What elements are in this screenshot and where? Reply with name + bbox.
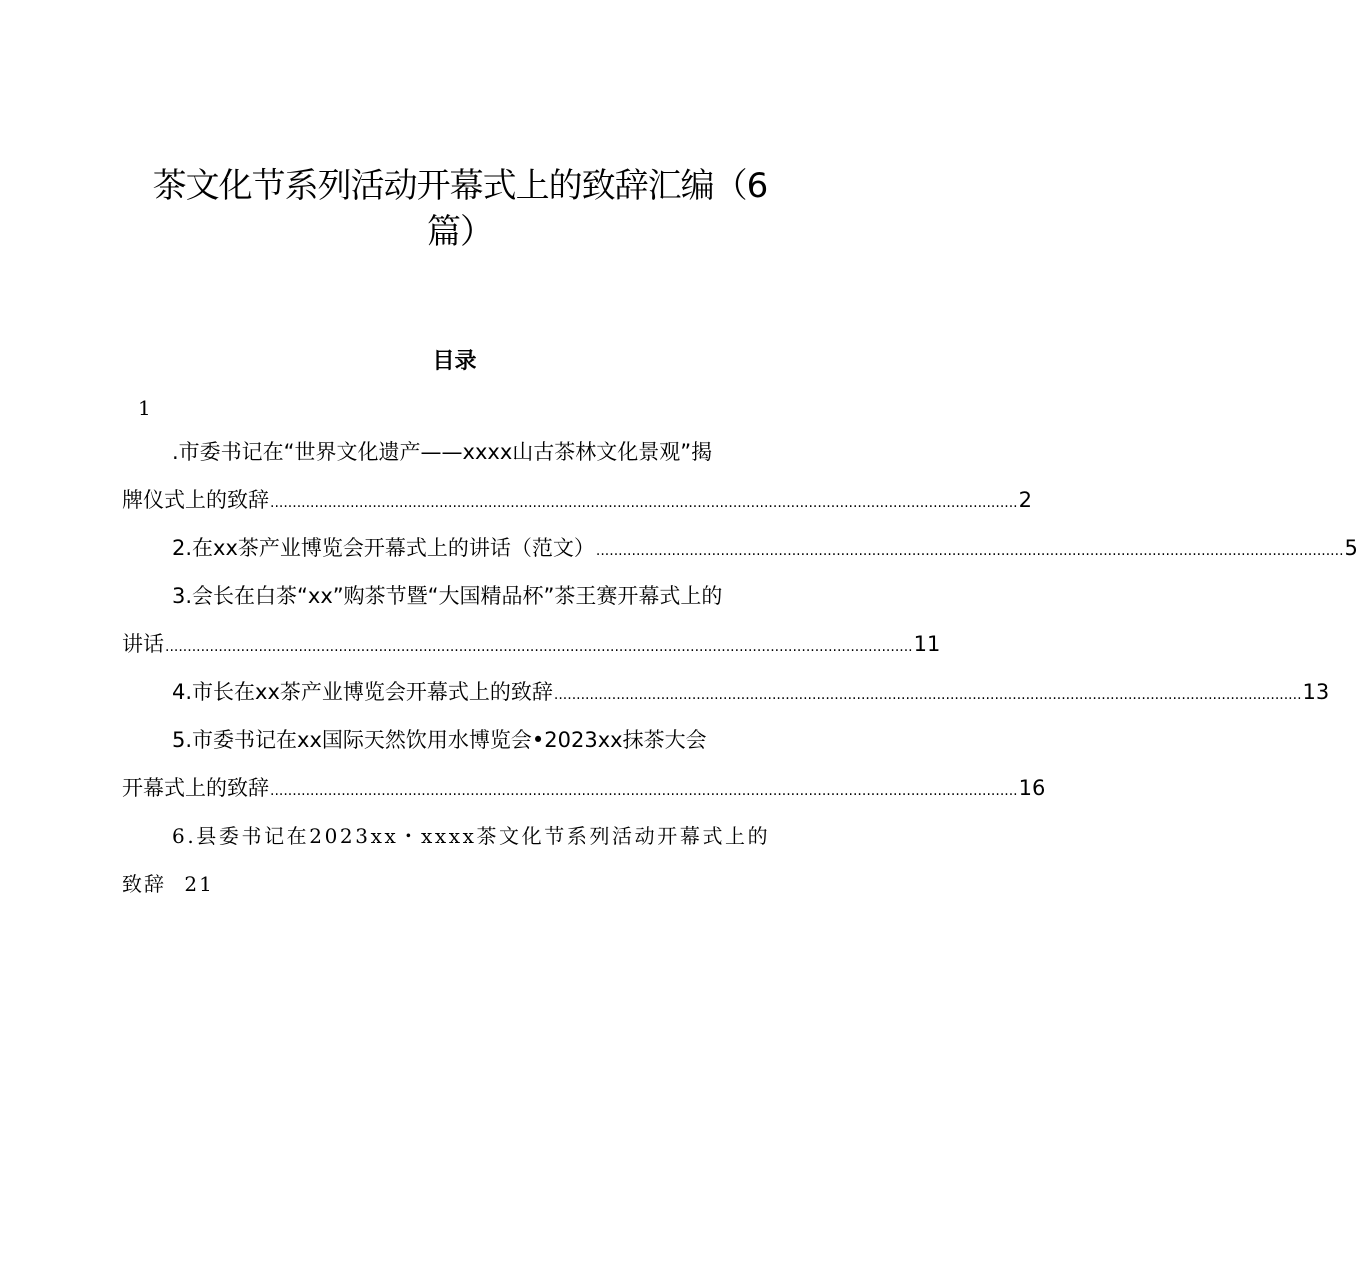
toc-leader-dots: ........................................................................................................................................................................ xyxy=(165,639,913,655)
toc-stray-number: 1 xyxy=(138,396,151,420)
toc-leader-dots: ........................................................................................................................................................................ xyxy=(270,495,1018,511)
toc-entry-6-text-cont: 致辞 xyxy=(122,872,166,896)
toc-entry-3-line-2[interactable] xyxy=(122,630,941,661)
toc-entry-5-line-2[interactable] xyxy=(122,774,1046,805)
toc-entry-3-page: 11 xyxy=(913,632,941,656)
toc-heading: 目录 xyxy=(432,348,477,374)
toc-entry-1-line-1[interactable] xyxy=(172,438,798,466)
toc-entry-4-text: 4.市长在xx茶产业博览会开幕式上的致辞 xyxy=(172,680,553,704)
toc-entry-6-page: 21 xyxy=(184,872,214,896)
document-title-line-2: 篇） xyxy=(427,212,493,252)
toc-entry-5-text: 5.市委书记在xx国际天然饮用水博览会•2023xx抹茶大会 xyxy=(172,728,707,752)
toc-entry-3-text-cont: 讲话 xyxy=(122,632,164,656)
toc-entry-2-text: 2.在xx茶产业博览会开幕式上的讲话（范文） xyxy=(172,536,595,560)
toc-entry-6-text: 6.县委书记在2023xx・xxxx茶文化节系列活动开幕式上的 xyxy=(172,824,771,848)
toc-entry-6-line-1[interactable] xyxy=(172,822,798,850)
toc-entry-5-text-cont: 开幕式上的致辞 xyxy=(122,776,269,800)
toc-entry-5-page: 16 xyxy=(1018,776,1046,800)
toc-entry-1-text-cont: 牌仪式上的致辞 xyxy=(122,488,269,512)
toc-entry-1-page: 2 xyxy=(1018,488,1033,512)
toc-entry-4[interactable] xyxy=(172,678,1330,709)
toc-entry-2-page: 5 xyxy=(1344,536,1358,560)
toc-leader-dots: ........................................................................................................................................................................ xyxy=(595,543,1344,559)
toc-entry-4-page: 13 xyxy=(1302,680,1330,704)
toc-leader-dots: ........................................................................................................................................................................ xyxy=(270,783,1018,799)
toc-entry-3-line-1[interactable] xyxy=(172,582,798,610)
toc-leader-dots: ........................................................................................................................................................................ xyxy=(553,687,1302,703)
toc-entry-1-text: .市委书记在“世界文化遗产——xxxx山古茶林文化景观”揭 xyxy=(172,440,713,464)
document-title-line-1: 茶文化节系列活动开幕式上的致辞汇编（6 xyxy=(152,166,768,206)
toc-entry-3-text: 3.会长在白茶“xx”购茶节暨“大国精品杯”茶王赛开幕式上的 xyxy=(172,584,723,608)
toc-entry-5-line-1[interactable] xyxy=(172,726,798,754)
toc-entry-2[interactable] xyxy=(172,534,1358,565)
toc-entry-1-line-2[interactable] xyxy=(122,486,1033,517)
toc-entry-6-line-2[interactable] xyxy=(122,870,214,898)
